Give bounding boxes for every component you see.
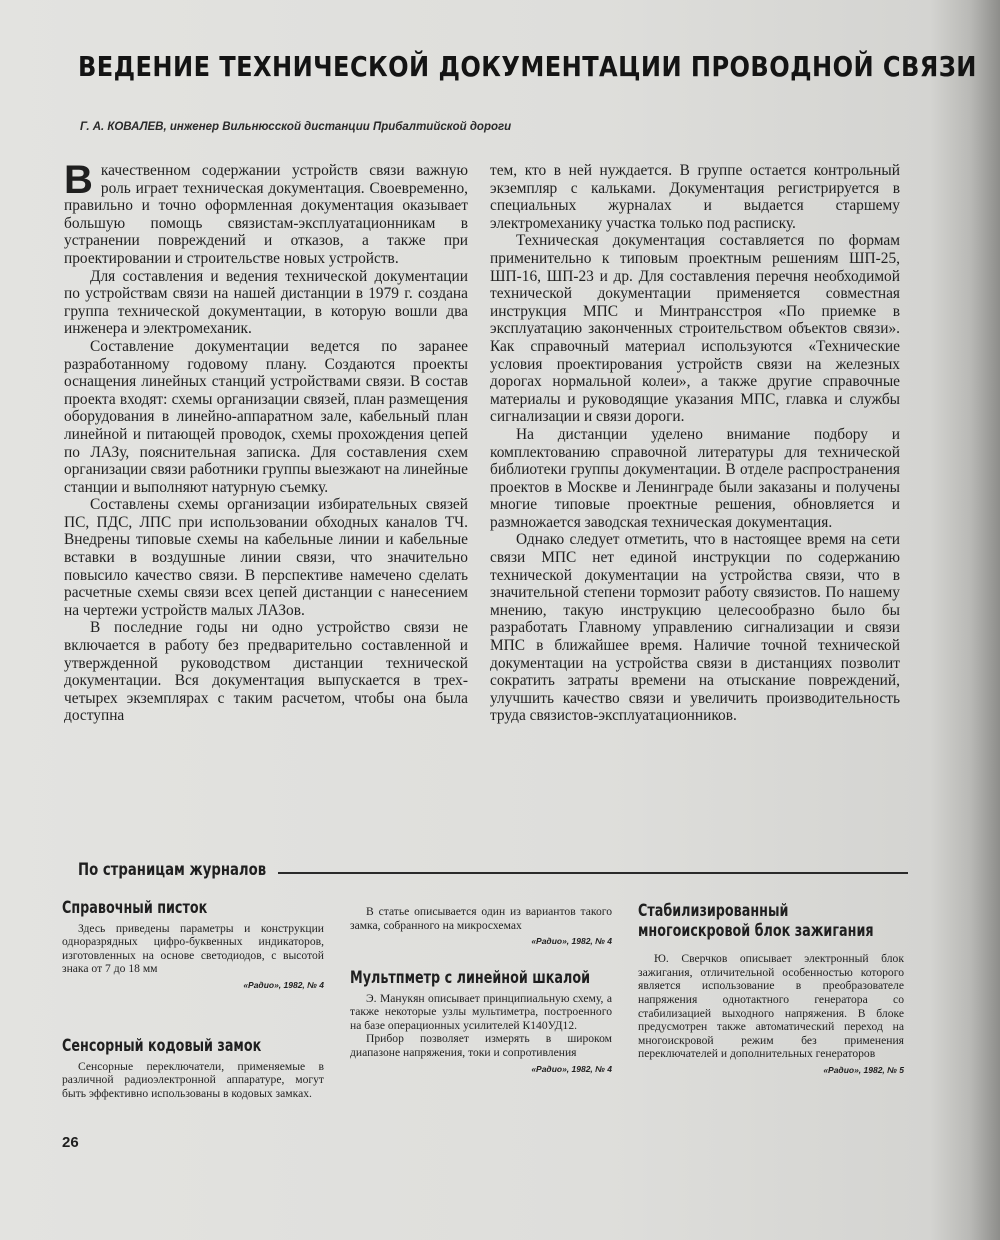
article-paragraph: На дистанции уделено внимание подбору и комплектованию справочной литературы для технической библиотеки группы документации. В отделе распространения проектов в Москве и Ленинграде были заказаны и получены многие типовые проектные решения, обновляется и размножается заводская техническая документация. [490,425,900,531]
digest-item [638,901,904,1078]
digest-heading: Сенсорный кодовый замок [62,1036,262,1056]
article-title: ВЕДЕНИЕ ТЕХНИЧЕСКОЙ ДОКУМЕНТАЦИИ ПРОВОДНОЙ СВЯЗИ [78,50,977,83]
article-paragraph: Составлены схемы организации избирательных связей ПС, ПДС, ЛПС при использовании обходных каналов ТЧ. Внедрены типовые схемы на кабельные линии и кабельные вставки в воздушные линии связи, что значительно повысило качество связи. В перспективе намечено сделать расчетные схемы связи всех цепей дистанции с нанесением на чертежи устройств малых ЛАЗов. [64,496,468,619]
digest-source: «Радио», 1982, № 4 [531,936,612,947]
digest-source: «Радио», 1982, № 4 [531,1063,612,1074]
digest-text: Э. Манукян описывает принципиальную схему, а также некоторые узлы мультиметра, построенного на базе операционных усилителей К140УД12. [350,991,612,1032]
page-number: 26 [62,1134,79,1151]
digest-item [62,1036,324,1100]
article-column-right [490,162,900,725]
article-paragraph: тем, кто в ней нуждается. В группе остается контрольный экземпляр с кальками. Документация регистрируется в специальных журналах и выдается старшему электромеханику участка только под расписку. [490,162,900,232]
article-paragraph: В качественном содержании устройств связи важную роль играет техническая документация. Своевременно, правильно и точно оформленная документация оказывает большую помощь связистам-эксплуатационникам в устранении повреждений и отказов, а также при проектировании и строительстве новых устройств. [64,158,468,267]
article-paragraph: Техническая документация составляется по формам применительно к типовым проектным решениям ШП-25, ШП-16, ШП-23 и др. Для составления перечня необходимой технической документации применяется совместная инструкция МПС и Минтрансстроя «По приемке в эксплуатацию законченных строительством объектов связи». Как справочный материал используются «Технические условия проектирования устройств связи на железных дорогах нормальной колеи», а также другие справочные материалы и руководящие указания МПС, главка и службы сигнализации и связи дороги. [490,232,900,426]
digest-section-title: По страницам журналов [78,860,267,880]
digest-heading: Справочный пиcток [62,898,208,918]
digest-item [350,905,612,949]
article-paragraph: Однако следует отметить, что в настоящее время на сети связи МПС нет единой инструкции по содержанию технической документации на устройства связи, что в значительной степени тормозит работу связистов. По нашему мнению, такую инструкцию целесообразно было бы разработать Главному управлению сигнализации и связи МПС в ближайшее время. Наличие точной технической документации на устройства связи в дистанциях позволит сократить затраты времени на отыскание повреждений, улучшить качество связи и увеличить производительность труда связистов-эксплуатационников. [490,531,900,725]
digest-heading: многоискровой блок зажигания [638,920,874,941]
digest-item [62,898,324,993]
article-column-left [64,158,468,725]
digest-source: «Радио», 1982, № 4 [243,979,324,990]
article-paragraph: Составление документации ведется по заранее разработанному годовому плану. Создаются проекты оснащения линейных станций устройствами связи. В состав проекта входят: схемы организации связей, план размещения оборудования в линейно-аппаратном зале, кабельный план линейной и питающей проводок, схемы прохождения цепей по ЛАЗу, пояснительная записка. Для составления схем организации связи работники группы выезжают на линейные станции и выполняют натурную съемку. [64,337,468,496]
digest-text: Ю. Сверчков описывает электронный блок зажигания, отличительной особенностью которого является использование в преобразователе напряжения однотактного генератора со стабилизацией выходного напряжения. В блоке предусмотрен также автоматический переход на многоискровой режим без применения переключателей и дополнительных генераторов [638,952,904,1061]
digest-heading: Стабилизированный [638,901,789,921]
digest-section-header [78,860,908,884]
article-byline: Г. А. КОВАЛЕВ, инженер Вильнюсской дистанции Прибалтийской дороги [80,121,512,133]
digest-item [350,968,612,1076]
section-rule [278,872,908,874]
digest-source: «Радио», 1982, № 5 [823,1064,904,1075]
article-paragraph: Для составления и ведения технической документации по устройствам связи на нашей дистанции в 1979 г. создана группа технической документации, в которую вошли два инженера и электромеханик. [64,267,468,338]
drop-cap: В [64,158,93,202]
digest-text: Сенсорные переключатели, применяемые в различной радиоэлектронной аппаратуре, могут быть эффективно использованы в кодовых замках. [62,1059,324,1100]
digest-heading: Мультпметр с линейной шкалой [350,968,591,988]
digest-text: Прибор позволяет измерять в широком диапазоне напряжения, токи и сопротивления [350,1032,612,1059]
digest-text: Здесь приведены параметры и конструкции одноразрядных цифро-буквенных индикаторов, изготовленных на основе светодиодов, с высотой знака от 7 до 18 мм [62,921,324,976]
digest-text: В статье описывается один из вариантов такого замка, собранного на микросхемах [350,905,612,932]
article-paragraph: В последние годы ни одно устройство связи не включается в работу без предварительно составленной и утвержденной руководством дистанции технической документации. Вся документация выпускается в трех-четырех экземплярах с таким расчетом, чтобы она была доступна [64,619,468,725]
